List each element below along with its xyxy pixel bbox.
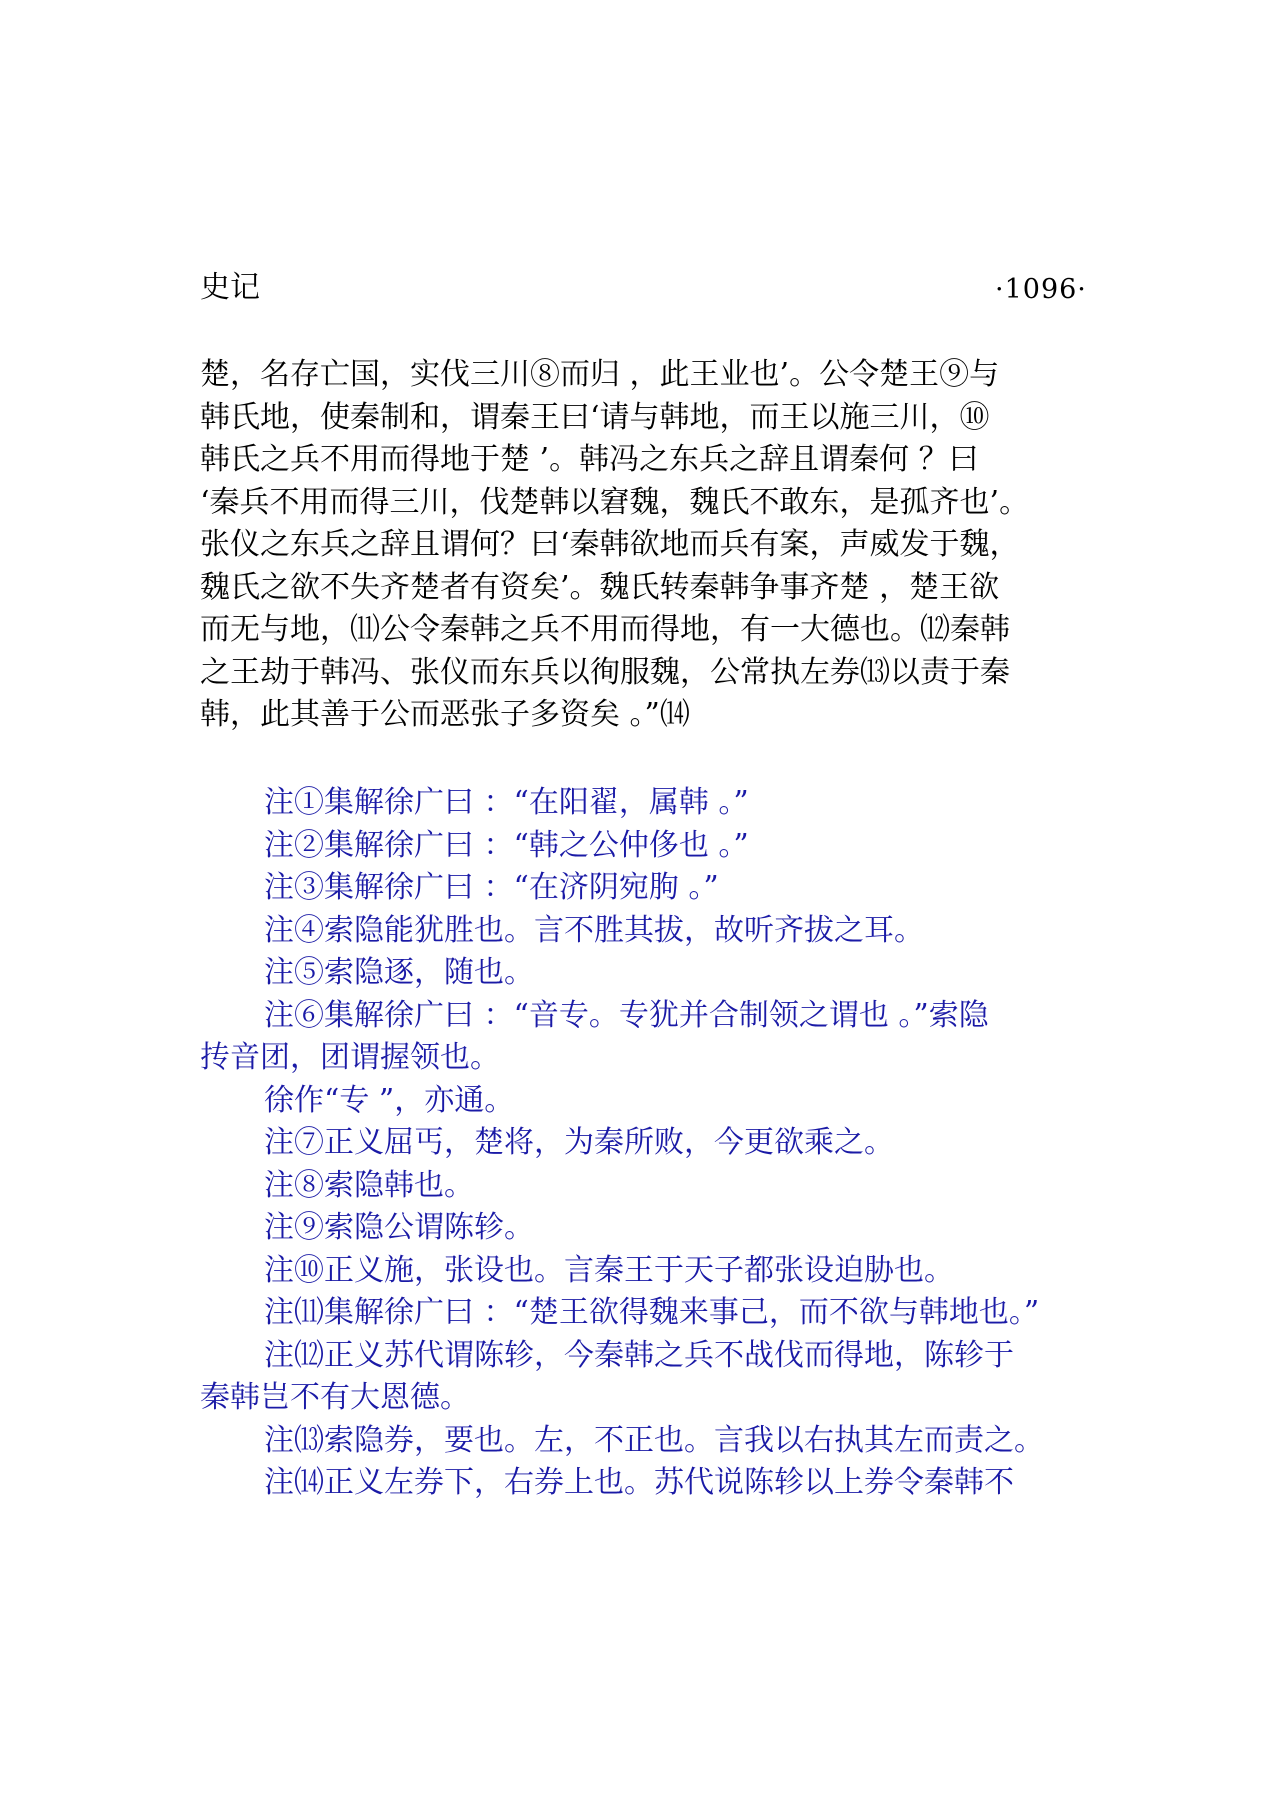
text-line: 韩氏地，使秦制和，谓秦王曰‘请与韩地，而王以施三川，⑩ [200,399,990,435]
note-line: 注⑿正义苏代谓陈轸，今秦韩之兵不战伐而得地，陈轸于 [264,1337,1014,1373]
text-line: 韩氏之兵不用而得地于楚 ’。韩冯之东兵之辞且谓秦何 ？曰 [200,442,979,477]
note-line: 注⑩正义施，张设也。言秦王于天子都张设迫胁也。 [264,1252,954,1288]
note-line: 注⑾集解徐广曰 ：“楚王欲得魏来事己，而不欲与韩地也。” [264,1295,1040,1330]
text-line: ‘秦兵不用而得三川，伐楚韩以窘魏，魏氏不敢东，是孤齐也’。 [200,484,1030,520]
note-line: 注⒁正义左券下，右券上也。苏代说陈轸以上券令秦韩不 [264,1465,1014,1500]
text-line: 而无与地，⑾公令秦韩之兵不用而得地，有一大德也。⑿秦韩 [200,612,1010,647]
note-line: 注⑤索隐逐，随也。 [264,955,534,990]
text-line: 楚，名存亡国，实伐三川⑧而归 ，此王业也’。公令楚王⑨与 [200,357,1000,392]
note-line: 注⑥集解徐广曰 ：“音专。专犹并合制领之谓也 。”索隐 [264,997,989,1033]
text-line: 韩，此其善于公而恶张子多资矣 。”⒁ [200,697,690,732]
page-number: ·1096· [995,274,1087,305]
note-line: 注②集解徐广曰 ：“韩之公仲侈也 。” [264,827,749,863]
book-title: 史记 [200,270,260,305]
note-line: 徐作“专 ”，亦通。 [264,1082,515,1118]
text-line: 魏氏之欲不失齐楚者有资矣’。魏氏转秦韩争事齐楚 ，楚王欲 [200,569,1000,605]
annotation-notes [200,782,1100,1505]
note-line-continuation: 秦韩岂不有大恩德。 [200,1380,470,1415]
note-line: 注⑧索隐韩也。 [264,1167,474,1203]
note-line: 注①集解徐广曰 ：“在阳翟，属韩 。” [264,785,749,820]
text-line: 之王劫于韩冯、张仪而东兵以徇服魏，公常执左券⒀以责于秦 [200,654,1010,690]
note-line: 注⑨索隐公谓陈轸。 [264,1210,534,1245]
note-line: 注⑦正义屈丐，楚将，为秦所败，今更欲乘之。 [264,1125,894,1160]
text-line: 张仪之东兵之辞且谓何？曰‘秦韩欲地而兵有案，声威发于魏， [200,527,1020,562]
note-line: 注④索隐能犹胜也。言不胜其拔，故听齐拔之耳。 [264,912,924,948]
note-line: 注③集解徐广曰 ：“在济阴宛朐 。” [264,870,719,905]
note-line: 注⒀索隐券，要也。左，不正也。言我以右执其左而责之。 [264,1422,1044,1458]
main-text [200,354,1100,737]
note-line-continuation: 抟音团，团谓握领也。 [200,1040,500,1075]
